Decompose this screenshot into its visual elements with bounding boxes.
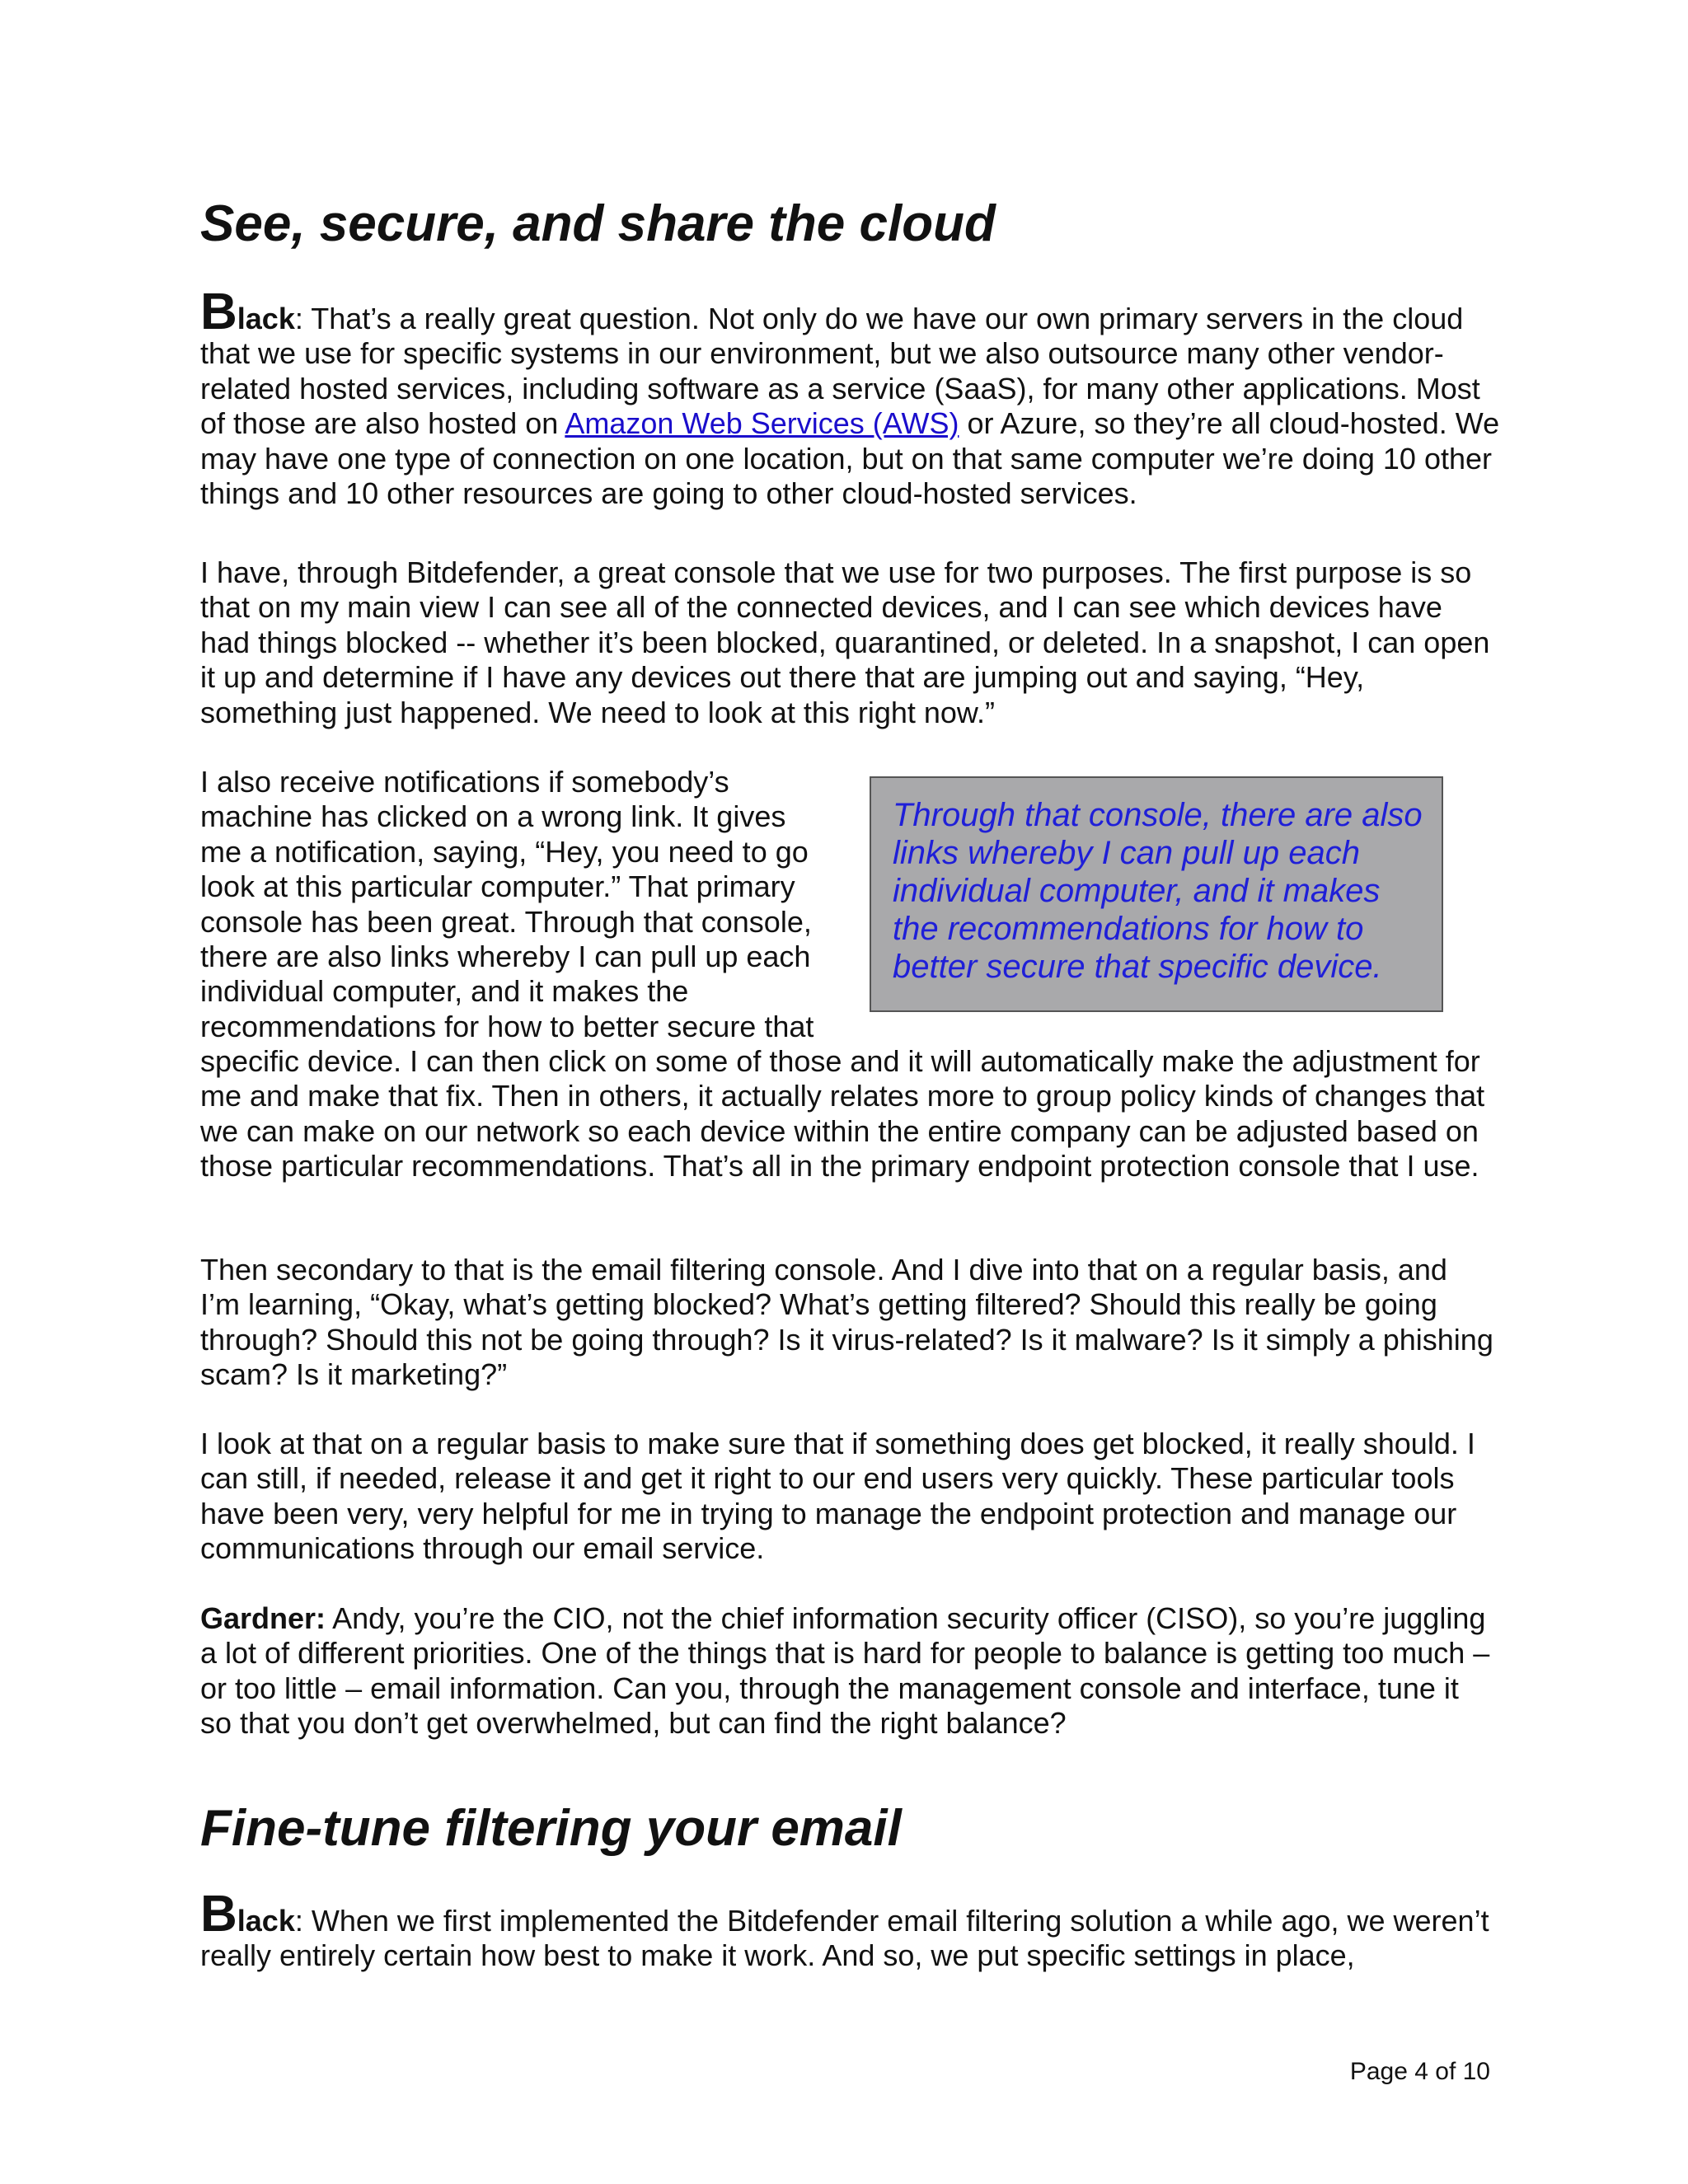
paragraph-email-filtering: Then secondary to that is the email filtering console. And I dive into that on a regular basis, and I’m learning, “Okay, what’s getting blocked? What’s getting filtered? Should this really be going through? Should this not be going through? Is it virus-related? Is it malware? Is it simply a phishing scam? Is it marketing?”: [200, 1253, 1493, 1392]
section-heading-email: Fine-tune filtering your email: [200, 1800, 902, 1857]
speaker-name: Gardner:: [200, 1601, 326, 1635]
paragraph-gardner-question: [200, 1601, 1494, 1741]
page-number: Page 4 of 10: [1349, 2058, 1490, 2085]
pull-quote-box: [870, 776, 1443, 1012]
speaker-name: lack: [237, 302, 295, 335]
paragraph-text: : That’s a really great question. Not only do we have our own primary servers in the cloud that we use for specific systems in our environment, but we also outsource many other vendor-related hosted services, including software as a service (SaaS), for many other applications. Most of those are also hosted on: [200, 302, 1480, 441]
pull-quote-text: Through that console, there are also links whereby I can pull up each individual computer, and it makes the recommendations for how to better secure that specific device.: [893, 797, 1423, 985]
speaker-name: lack: [237, 1904, 295, 1938]
paragraph-black-answer-2: [200, 1886, 1503, 1974]
paragraph-text: or Azure, so they’re all cloud-hosted. We may have one type of connection on one location, but on that same computer we’re doing 10 other things and 10 other resources are going to other cloud-hosted services.: [200, 406, 1500, 511]
paragraph-regular-basis: I look at that on a regular basis to make sure that if something does get blocked, it really should. I can still, if needed, release it and get it right to our end users very quickly. These particular tools have been very, very helpful for me in trying to manage the endpoint protection and manage our communications through our email service.: [200, 1427, 1475, 1566]
paragraph-black-answer-1: [200, 284, 1503, 511]
aws-link[interactable]: Amazon Web Services (AWS): [565, 406, 959, 441]
drop-cap: B: [200, 1886, 237, 1943]
paragraph-console-purposes: I have, through Bitdefender, a great console that we use for two purposes. The first purpose is so that on my main view I can see all of the connected devices, and I can see which devices have had things blocked -- whether it’s been blocked, quarantined, or deleted. In a snapshot, I can open it up and determine if I have any devices out there that are jumping out and saying, “Hey, something just happened. We need to look at this right now.”: [200, 555, 1490, 729]
paragraph-text: Andy, you’re the CIO, not the chief information security officer (CISO), so you’re juggling a lot of different priorities. One of the things that is hard for people to balance is getting too much – or too little – email information. Can you, through the management console and interface, tune it so that you don’t get overwhelmed, but can find the right balance?: [200, 1601, 1490, 1741]
section-heading-cloud: See, secure, and share the cloud: [200, 195, 996, 252]
paragraph-notifications-continued: specific device. I can then click on some of those and it will automatically make the adjustment for me and make that fix. Then in others, it actually relates more to group policy kinds of changes that we can make on our network so each device within the entire company can be adjusted based on those particular recommendations. That’s all in the primary endpoint protection console that I use.: [200, 1044, 1485, 1183]
paragraph-text: : When we first implemented the Bitdefender email filtering solution a while ago, we weren’t really entirely certain how best to make it work. And so, we put specific settings in place,: [200, 1904, 1489, 1973]
paragraph-notifications-wrapped: I also receive notifications if somebody’s machine has clicked on a wrong link. It gives me a notification, saying, “Hey, you need to go look at this particular computer.” That primary console has been great. Through that console, there are also links whereby I can pull up each individual computer, and it makes the recommendations for how to better secure that: [200, 765, 814, 1043]
drop-cap: B: [200, 284, 237, 340]
